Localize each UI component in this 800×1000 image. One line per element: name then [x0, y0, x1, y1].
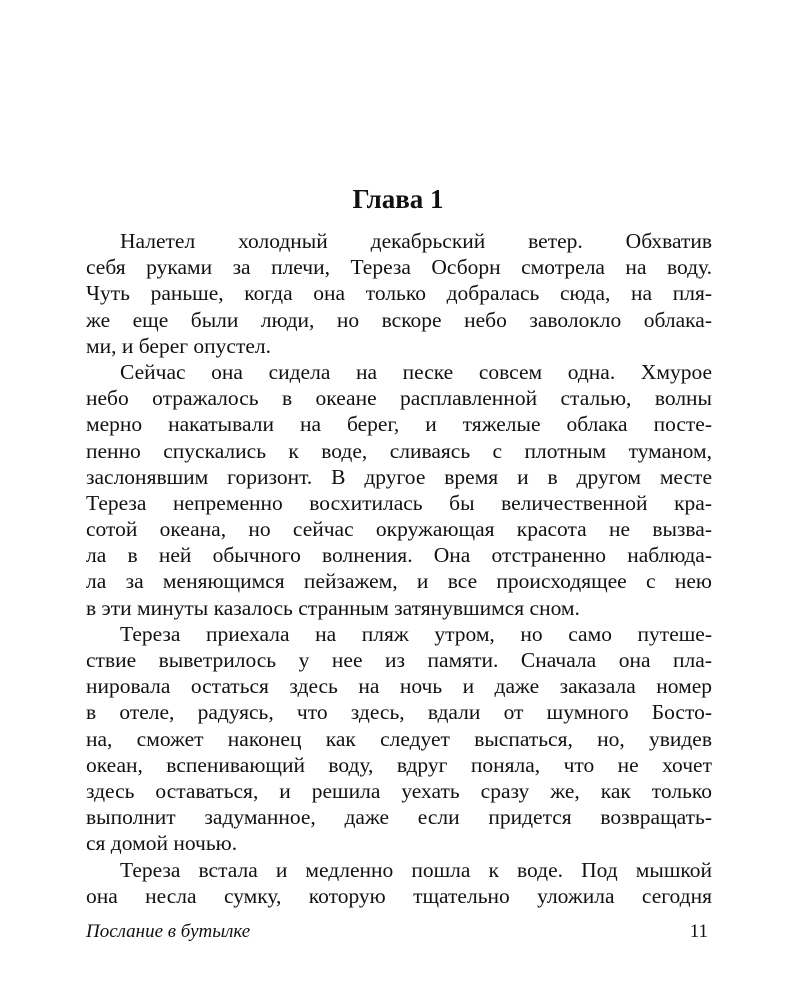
- page-number: 11: [689, 921, 708, 942]
- text-line: себя руками за плечи, Тереза Осборн смотрела на воду.: [86, 255, 712, 280]
- paragraph-4: [86, 857, 712, 909]
- body-text: [86, 228, 712, 909]
- text-line: Тереза приехала на пляж утром, но само путеше-: [120, 621, 712, 646]
- text-line: же еще были люди, но вскоре небо заволокло облака-: [86, 307, 712, 332]
- text-line: на, сможет наконец как следует выспаться, но, увидев: [86, 726, 712, 751]
- text-line: Тереза встала и медленно пошла к воде. Под мышкой: [120, 857, 712, 882]
- text-line: она несла сумку, которую тщательно уложила сегодня: [86, 883, 712, 908]
- text-line: заслонявшим горизонт. В другое время и в другом месте: [86, 464, 712, 489]
- text-line: здесь оставаться, и решила уехать сразу же, как только: [86, 778, 712, 803]
- text-line: мерно накатывали на берег, и тяжелые облака посте-: [86, 412, 712, 437]
- text-line: океан, вспенивающий воду, вдруг поняла, что не хочет: [86, 752, 712, 777]
- chapter-title: Глава 1: [352, 184, 444, 214]
- text-line: пенно спускались к воде, сливаясь с плотным туманом,: [86, 438, 712, 463]
- running-footer-book-title: Послание в бутылке: [86, 921, 251, 942]
- text-line: в эти минуты казалось странным затянувшимся сном.: [86, 595, 580, 620]
- text-line: ся домой ночью.: [86, 831, 238, 856]
- text-line: сотой океана, но сейчас окружающая красота не вызва-: [86, 517, 712, 542]
- text-line: небо отражалось в океане расплавленной сталью, волны: [86, 386, 712, 411]
- text-line: в отеле, радуясь, что здесь, вдали от шумного Босто-: [86, 700, 712, 725]
- text-line: ми, и берег опустел.: [86, 333, 272, 358]
- text-line: ла в ней обычного волнения. Она отстраненно наблюда-: [86, 543, 712, 568]
- paragraph-2: [86, 359, 712, 621]
- text-line: ствие выветрилось у нее из памяти. Сначала она пла-: [86, 648, 712, 672]
- text-line: выполнит задуманное, даже если придется возвращать-: [86, 805, 712, 830]
- text-line: Тереза непременно восхитилась бы величественной кра-: [86, 490, 712, 515]
- text-line: Чуть раньше, когда она только добралась сюда, на пля-: [86, 281, 712, 306]
- text-line: Сейчас она сидела на песке совсем одна. Хмурое: [120, 359, 712, 384]
- text-line: ла за меняющимся пейзажем, и все происходящее с нею: [86, 569, 712, 594]
- paragraph-1: [86, 228, 712, 359]
- paragraph-3: [86, 621, 712, 857]
- text-line: нировала остаться здесь на ночь и даже заказала номер: [86, 674, 712, 699]
- text-line: Налетел холодный декабрьский ветер. Обхватив: [120, 229, 712, 253]
